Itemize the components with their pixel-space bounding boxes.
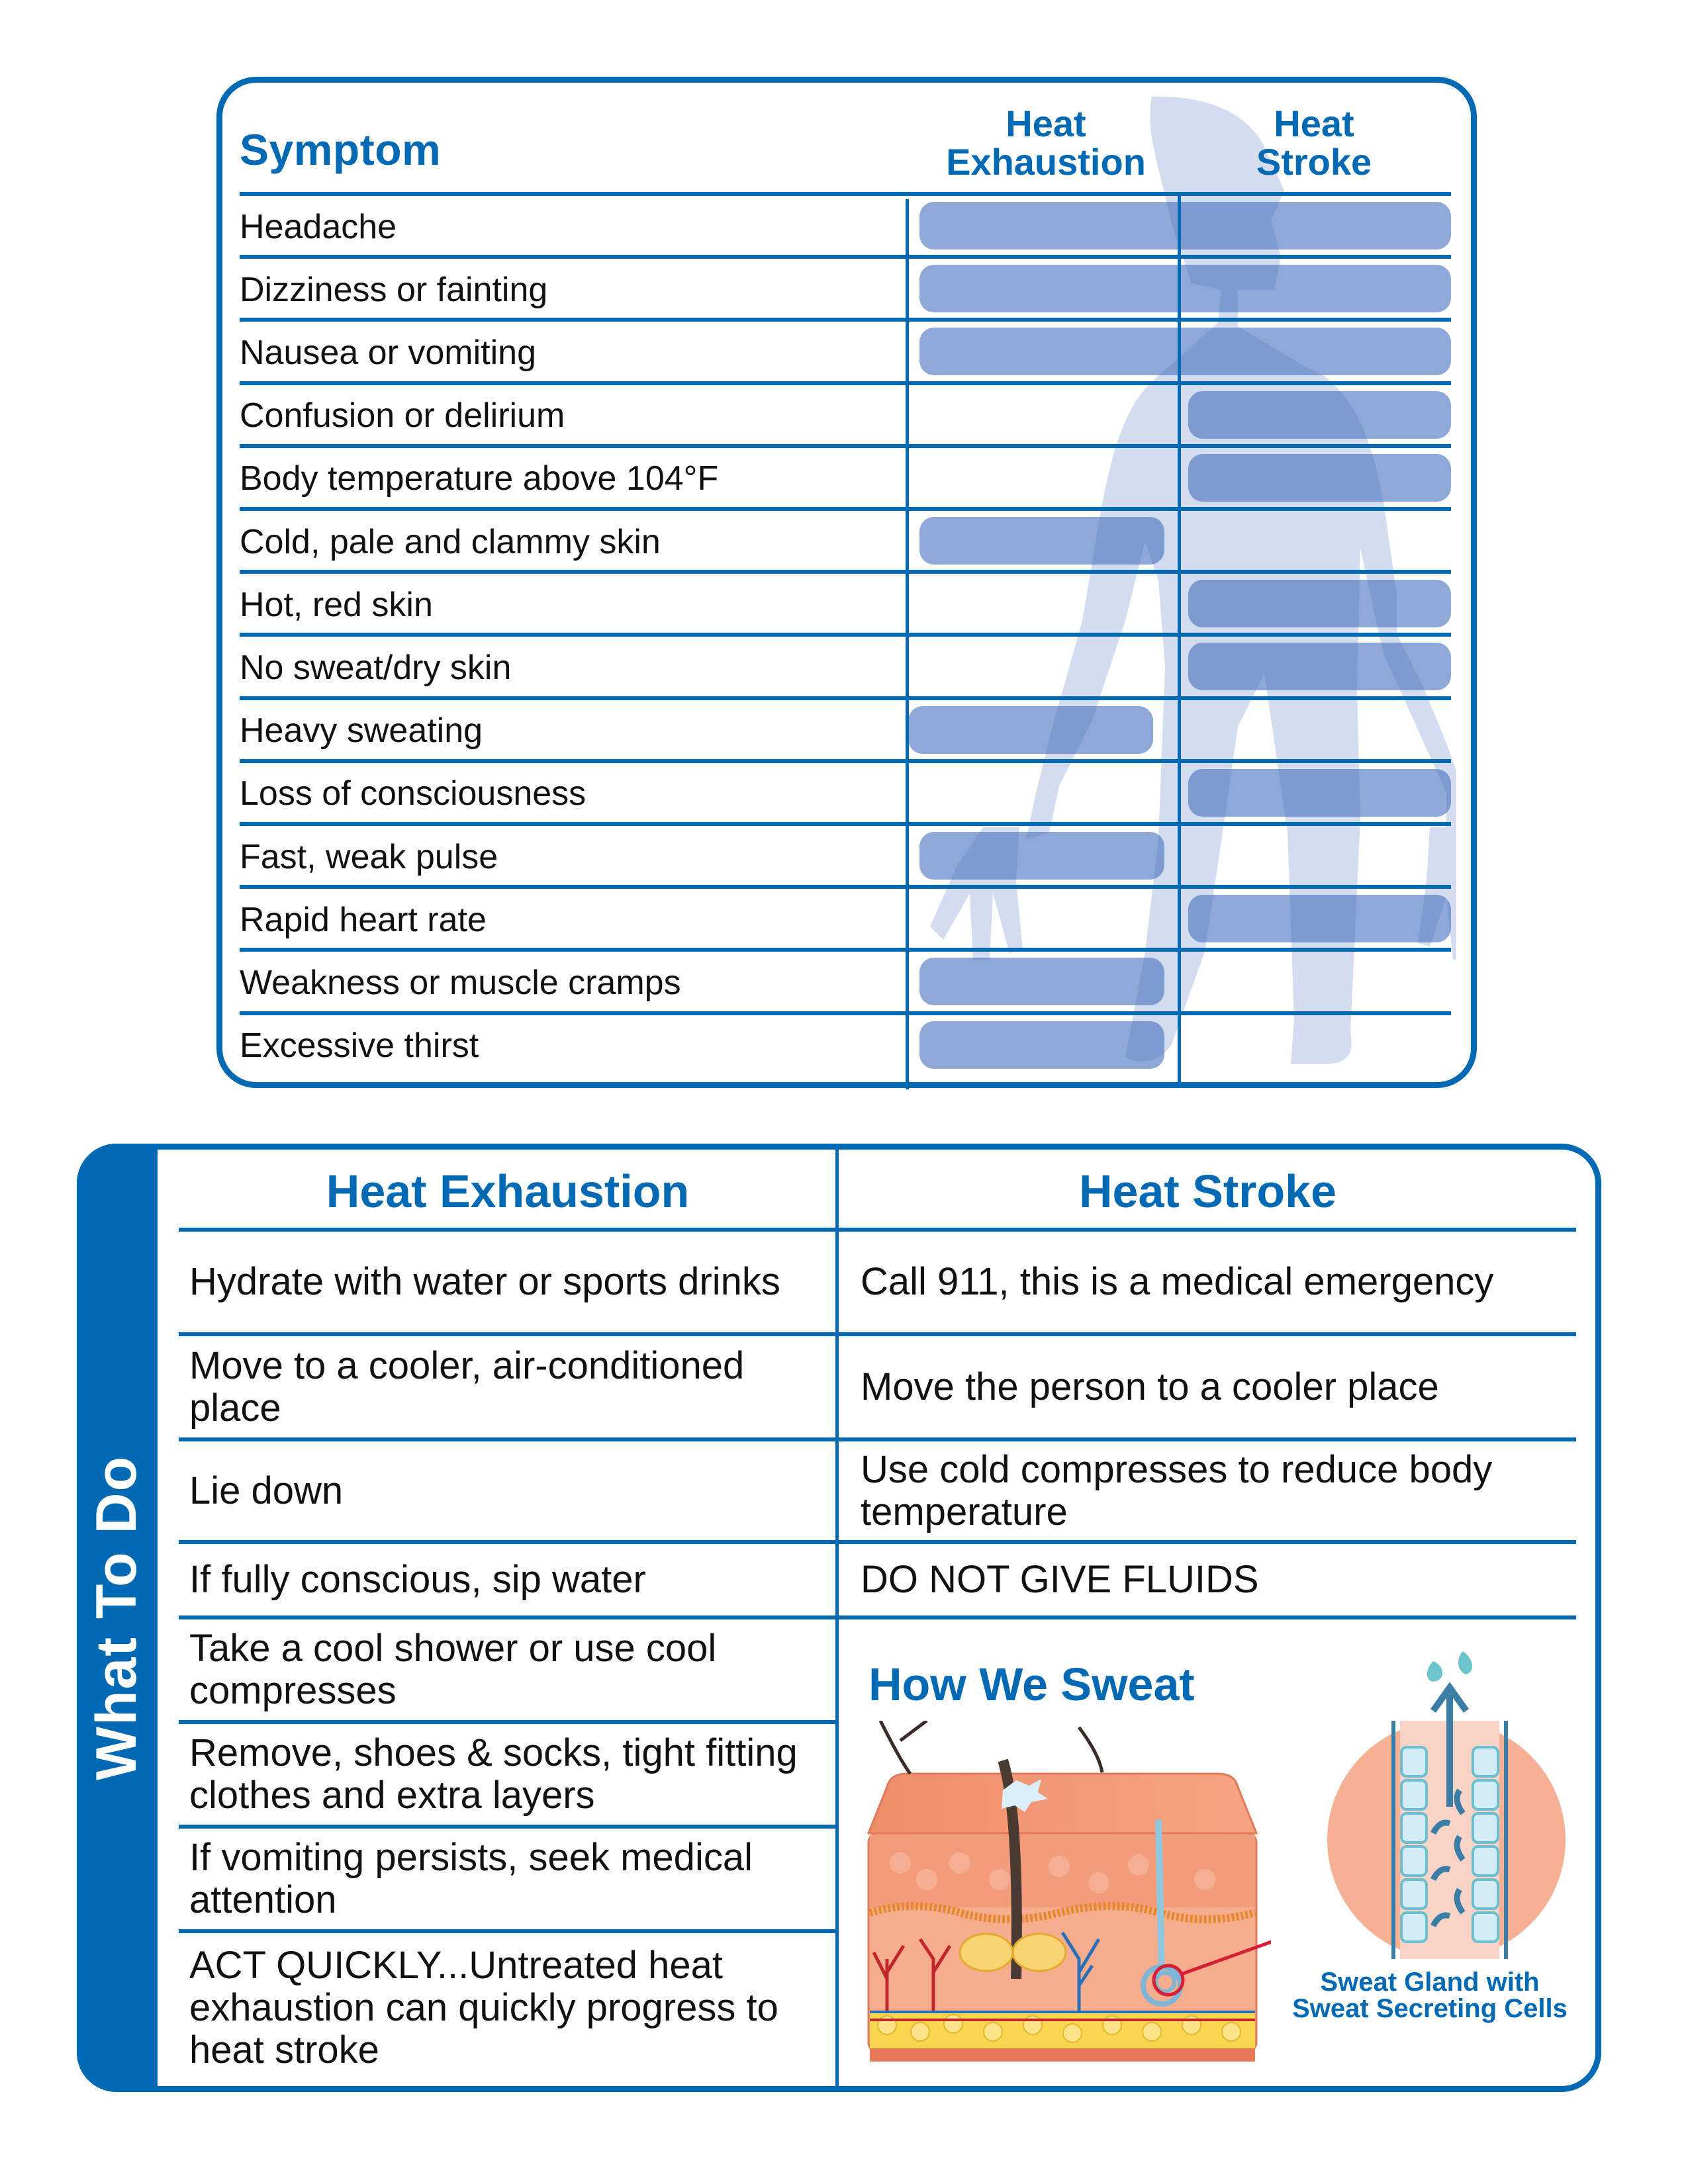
- symptom-row: [240, 258, 902, 321]
- sweat-gland-caption-line2: Sweat Secreting Cells: [1292, 1994, 1568, 2023]
- row-divider: [179, 1929, 837, 1933]
- row-divider: [837, 1540, 1576, 1544]
- symptom-label: Excessive thirst: [240, 1026, 479, 1066]
- heat-exhaustion-action: Move to a cooler, air-conditioned place: [189, 1343, 745, 1430]
- symptom-label: Hot, red skin: [240, 585, 433, 624]
- heat-exhaustion-bar: [919, 958, 1164, 1005]
- what-to-do-label: What To Do: [85, 1455, 149, 1781]
- sweat-gland-caption-line1: Sweat Gland with: [1320, 1968, 1540, 1997]
- heat-stroke-bar: [1188, 769, 1451, 817]
- symptom-label: Confusion or delirium: [240, 396, 565, 435]
- heat-exhaustion-header-line2: Exhaustion: [946, 141, 1146, 183]
- symptom-row: [240, 573, 902, 636]
- heat-stroke-action: Use cold compresses to reduce body temperature: [861, 1447, 1493, 1533]
- symptom-row: [240, 1015, 902, 1077]
- symptom-row: [240, 195, 902, 258]
- row-divider: [179, 1540, 837, 1544]
- symptom-label: Heavy sweating: [240, 711, 483, 751]
- heat-stroke-bar: [1188, 895, 1451, 942]
- column-divider: [906, 199, 909, 1089]
- sweat-gland-detail-icon: [1314, 1648, 1579, 1966]
- symptom-row: [240, 951, 902, 1014]
- symptom-label: Weakness or muscle cramps: [240, 963, 681, 1002]
- heat-stroke-action: Call 911, this is a medical emergency: [861, 1260, 1494, 1303]
- heat-stroke-column-header: [1185, 105, 1443, 181]
- sweat-gland-caption: [1258, 1969, 1602, 2022]
- heat-stroke-bar: [1188, 391, 1451, 439]
- both-conditions-bar: [919, 265, 1451, 312]
- column-divider: [1178, 194, 1181, 1084]
- symptom-column-header: Symptom: [240, 125, 442, 174]
- heat-exhaustion-header-line1: Heat: [1006, 103, 1086, 144]
- symptom-row: [240, 636, 902, 699]
- heat-exhaustion-bar: [919, 517, 1164, 565]
- heat-exhaustion-action: ACT QUICKLY...Untreated heat exhaustion can quickly progress to heat stroke: [189, 1944, 778, 2071]
- symptom-label: Body temperature above 104°F: [240, 459, 719, 498]
- symptom-label: Dizziness or fainting: [240, 270, 548, 309]
- symptom-label: Loss of consciousness: [240, 774, 586, 813]
- column-divider: [835, 1144, 839, 2092]
- both-conditions-bar: [919, 328, 1451, 375]
- row-divider: [837, 1332, 1576, 1336]
- how-we-sweat-title: How We Sweat: [868, 1659, 1195, 1710]
- symptom-label: Nausea or vomiting: [240, 333, 536, 372]
- heat-stroke-actions-title: Heat Stroke: [1078, 1165, 1337, 1217]
- heat-exhaustion-bar: [919, 1021, 1164, 1069]
- symptom-label: Rapid heart rate: [240, 900, 487, 939]
- row-divider: [179, 1720, 837, 1724]
- heat-stroke-header-line1: Heat: [1274, 103, 1354, 144]
- heat-exhaustion-action: If vomiting persists, seek medical attention: [189, 1836, 753, 1921]
- row-divider: [179, 1825, 837, 1829]
- heat-exhaustion-actions-title: Heat Exhaustion: [326, 1165, 690, 1217]
- both-conditions-bar: [919, 202, 1451, 250]
- heat-exhaustion-action: Take a cool shower or use cool compresses: [189, 1627, 717, 1712]
- symptom-label: Fast, weak pulse: [240, 837, 498, 876]
- heat-stroke-header-line2: Stroke: [1256, 141, 1372, 183]
- heat-exhaustion-bar: [908, 706, 1153, 754]
- symptom-row: [240, 825, 902, 888]
- heat-stroke-bar: [1188, 454, 1451, 502]
- symptom-row: [240, 321, 902, 384]
- row-divider: [179, 1332, 837, 1336]
- header-divider: [179, 1228, 1576, 1232]
- heat-exhaustion-action: Hydrate with water or sports drinks: [189, 1260, 780, 1303]
- row-divider: [179, 1615, 837, 1619]
- symptom-label: Cold, pale and clammy skin: [240, 522, 661, 561]
- symptom-row: [240, 700, 902, 762]
- symptom-row: [240, 510, 902, 573]
- row-divider: [179, 1437, 837, 1441]
- heat-stroke-bar: [1188, 643, 1451, 690]
- symptom-row: [240, 762, 902, 825]
- row-divider: [837, 1437, 1576, 1441]
- heat-stroke-bar: [1188, 580, 1451, 627]
- heat-exhaustion-bar: [919, 832, 1164, 880]
- heat-exhaustion-action: If fully conscious, sip water: [189, 1558, 646, 1601]
- row-divider: [837, 1615, 1576, 1619]
- heat-exhaustion-action: Remove, shoes & socks, tight fitting clothes and extra layers: [189, 1731, 798, 1817]
- heat-stroke-action: Move the person to a cooler place: [861, 1365, 1439, 1408]
- symptom-label: Headache: [240, 207, 397, 246]
- heat-stroke-action: DO NOT GIVE FLUIDS: [861, 1558, 1259, 1601]
- symptom-label: No sweat/dry skin: [240, 648, 512, 687]
- heat-exhaustion-action: Lie down: [189, 1469, 344, 1512]
- skin-cross-section-icon: [861, 1721, 1271, 2065]
- symptom-row: [240, 447, 902, 510]
- heat-exhaustion-column-header: [914, 105, 1178, 181]
- symptom-row: [240, 888, 902, 951]
- symptom-row: [240, 385, 902, 447]
